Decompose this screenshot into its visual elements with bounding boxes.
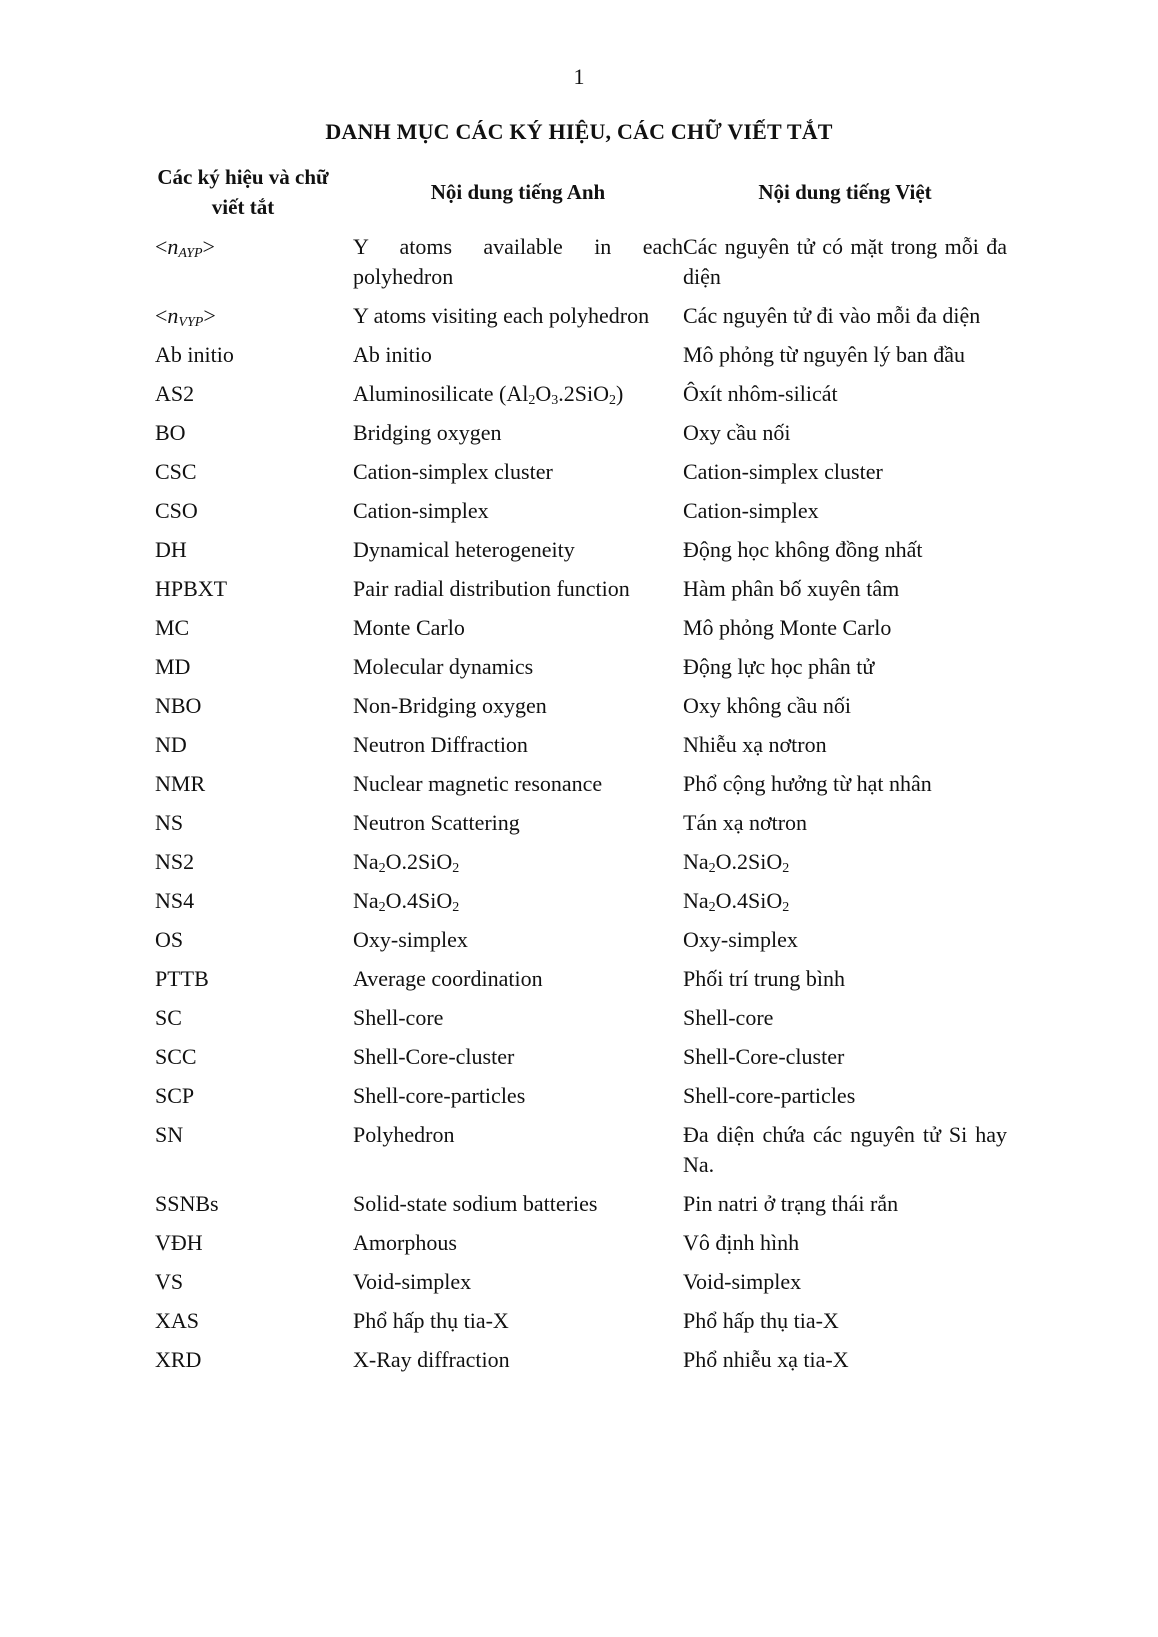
cell-vietnamese: Phổ cộng hưởng từ hạt nhân [683,771,932,796]
cell-vietnamese: Động lực học phân tử [683,654,875,679]
cell-english: Phổ hấp thụ tia-X [353,1308,509,1333]
cell-english: Polyhedron [353,1122,455,1147]
table-row [155,1306,1007,1336]
cell-vietnamese: Mô phỏng từ nguyên lý ban đầu [683,342,966,367]
table-row [155,1003,1007,1033]
cell-symbol: VS [155,1269,184,1294]
table-row [155,730,1007,760]
cell-english: Dynamical heterogeneity [353,537,575,562]
cell-vietnamese: Cation-simplex [683,498,819,523]
cell-symbol: NS [155,810,184,835]
cell-symbol: SN [155,1122,184,1147]
table-row [155,1042,1007,1072]
cell-symbol: HPBXT [155,576,228,601]
cell-vietnamese: Đa diện chứa các nguyên tử Si hay Na. [683,1122,1007,1177]
table-row [155,1345,1007,1375]
header-vietnamese: Nội dung tiếng Việt [758,180,932,204]
table-row [155,574,1007,604]
cell-vietnamese: Oxy cầu nối [683,420,791,445]
cell-english: Shell-core-particles [353,1083,526,1108]
table-row [155,769,1007,799]
table-row [155,496,1007,526]
cell-english: Y atoms visiting each polyhedron [353,303,650,328]
cell-english: Shell-Core-cluster [353,1044,515,1069]
cell-vietnamese: $Na_2O.4SiO_2$ [683,888,790,915]
cell-vietnamese: Shell-core [683,1005,774,1030]
cell-symbol: AS2 [155,381,195,406]
cell-symbol: NBO [155,693,202,718]
cell-symbol: XAS [155,1308,200,1333]
cell-vietnamese: Vô định hình [683,1230,800,1255]
cell-english: Neutron Scattering [353,810,520,835]
table-row [155,1081,1007,1111]
cell-english: Monte Carlo [353,615,465,640]
cell-symbol: BO [155,420,186,445]
cell-symbol: NS4 [155,888,195,913]
cell-english: Cation-simplex [353,498,489,523]
cell-symbol: SCC [155,1044,197,1069]
page-number: 1 [573,64,585,89]
cell-symbol: $<n_{AYP}>$ [155,234,215,261]
table-row [155,535,1007,565]
cell-vietnamese: Ôxít nhôm-silicát [683,381,838,406]
cell-english: Neutron Diffraction [353,732,528,757]
cell-english: Molecular dynamics [353,654,534,679]
cell-vietnamese: Void-simplex [683,1269,802,1294]
cell-symbol: ND [155,732,187,757]
table-row [155,232,1007,292]
cell-english: $Na_2O.2SiO_2$ [353,849,460,876]
cell-symbol: SC [155,1005,182,1030]
table-row [155,886,1007,916]
cell-symbol: NS2 [155,849,195,874]
table-row [155,1267,1007,1297]
cell-english: Void-simplex [353,1269,472,1294]
header-symbol: Các ký hiệu và chữ viết tắt [157,165,329,219]
table-row [155,418,1007,448]
table-row [155,691,1007,721]
cell-english: Cation-simplex cluster [353,459,553,484]
cell-english: X-Ray diffraction [353,1347,510,1372]
abbreviations-table [155,162,1007,1384]
cell-vietnamese: Oxy không cầu nối [683,693,852,718]
cell-symbol: $<n_{VYP}>$ [155,303,216,330]
cell-symbol: MC [155,615,190,640]
cell-symbol: Ab initio [155,342,234,367]
cell-vietnamese: Shell-Core-cluster [683,1044,845,1069]
cell-symbol: PTTB [155,966,209,991]
cell-symbol: CSC [155,459,197,484]
cell-vietnamese: Phổ nhiễu xạ tia-X [683,1347,849,1372]
cell-vietnamese: Các nguyên tử có mặt trong mỗi đa diện [683,234,1007,289]
cell-vietnamese: Hàm phân bố xuyên tâm [683,576,900,601]
table-header [155,162,1007,222]
table-row [155,457,1007,487]
cell-english: Amorphous [353,1230,457,1255]
header-english: Nội dung tiếng Anh [430,180,606,204]
cell-vietnamese: Cation-simplex cluster [683,459,883,484]
cell-vietnamese: $Na_2O.2SiO_2$ [683,849,790,876]
table-row [155,1120,1007,1180]
cell-english: Ab initio [353,342,432,367]
table-body [155,232,1007,1375]
table-row [155,925,1007,955]
cell-symbol: SSNBs [155,1191,219,1216]
cell-english: Oxy-simplex [353,927,468,952]
cell-english: Non-Bridging oxygen [353,693,547,718]
cell-vietnamese: Mô phỏng Monte Carlo [683,615,892,640]
cell-english: Pair radial distribution function [353,576,630,601]
cell-symbol: DH [155,537,187,562]
table-row [155,301,1007,331]
cell-vietnamese: Tán xạ nơtron [683,810,808,835]
cell-symbol: OS [155,927,184,952]
cell-english: Aluminosilicate $(Al_2O_3.2SiO_2)$ [353,381,624,408]
cell-english: Nuclear magnetic resonance [353,771,603,796]
table-row [155,613,1007,643]
page-title: DANH MỤC CÁC KÝ HIỆU, CÁC CHỮ VIẾT TẮT [325,119,833,144]
cell-symbol: VĐH [155,1230,203,1255]
cell-vietnamese: Phối trí trung bình [683,966,845,991]
cell-english: Solid-state sodium batteries [353,1191,598,1216]
table-row [155,340,1007,370]
cell-english: Bridging oxygen [353,420,502,445]
table-row [155,652,1007,682]
cell-vietnamese: Các nguyên tử đi vào mỗi đa diện [683,303,981,328]
table-row [155,847,1007,877]
cell-english: Shell-core [353,1005,444,1030]
cell-vietnamese: Nhiễu xạ nơtron [683,732,827,757]
cell-symbol: NMR [155,771,206,796]
table-row [155,964,1007,994]
cell-english: $Na_2O.4SiO_2$ [353,888,460,915]
table-row [155,808,1007,838]
cell-vietnamese: Phổ hấp thụ tia-X [683,1308,839,1333]
cell-vietnamese: Oxy-simplex [683,927,798,952]
table-row [155,379,1007,409]
cell-symbol: MD [155,654,191,679]
cell-symbol: SCP [155,1083,195,1108]
table-row [155,1228,1007,1258]
cell-symbol: XRD [155,1347,202,1372]
cell-vietnamese: Shell-core-particles [683,1083,856,1108]
cell-english: Y atoms available in each polyhedron [353,234,683,289]
cell-vietnamese: Động học không đồng nhất [683,537,923,562]
table-row [155,1189,1007,1219]
cell-english: Average coordination [353,966,543,991]
cell-vietnamese: Pin natri ở trạng thái rắn [683,1191,899,1216]
cell-symbol: CSO [155,498,198,523]
